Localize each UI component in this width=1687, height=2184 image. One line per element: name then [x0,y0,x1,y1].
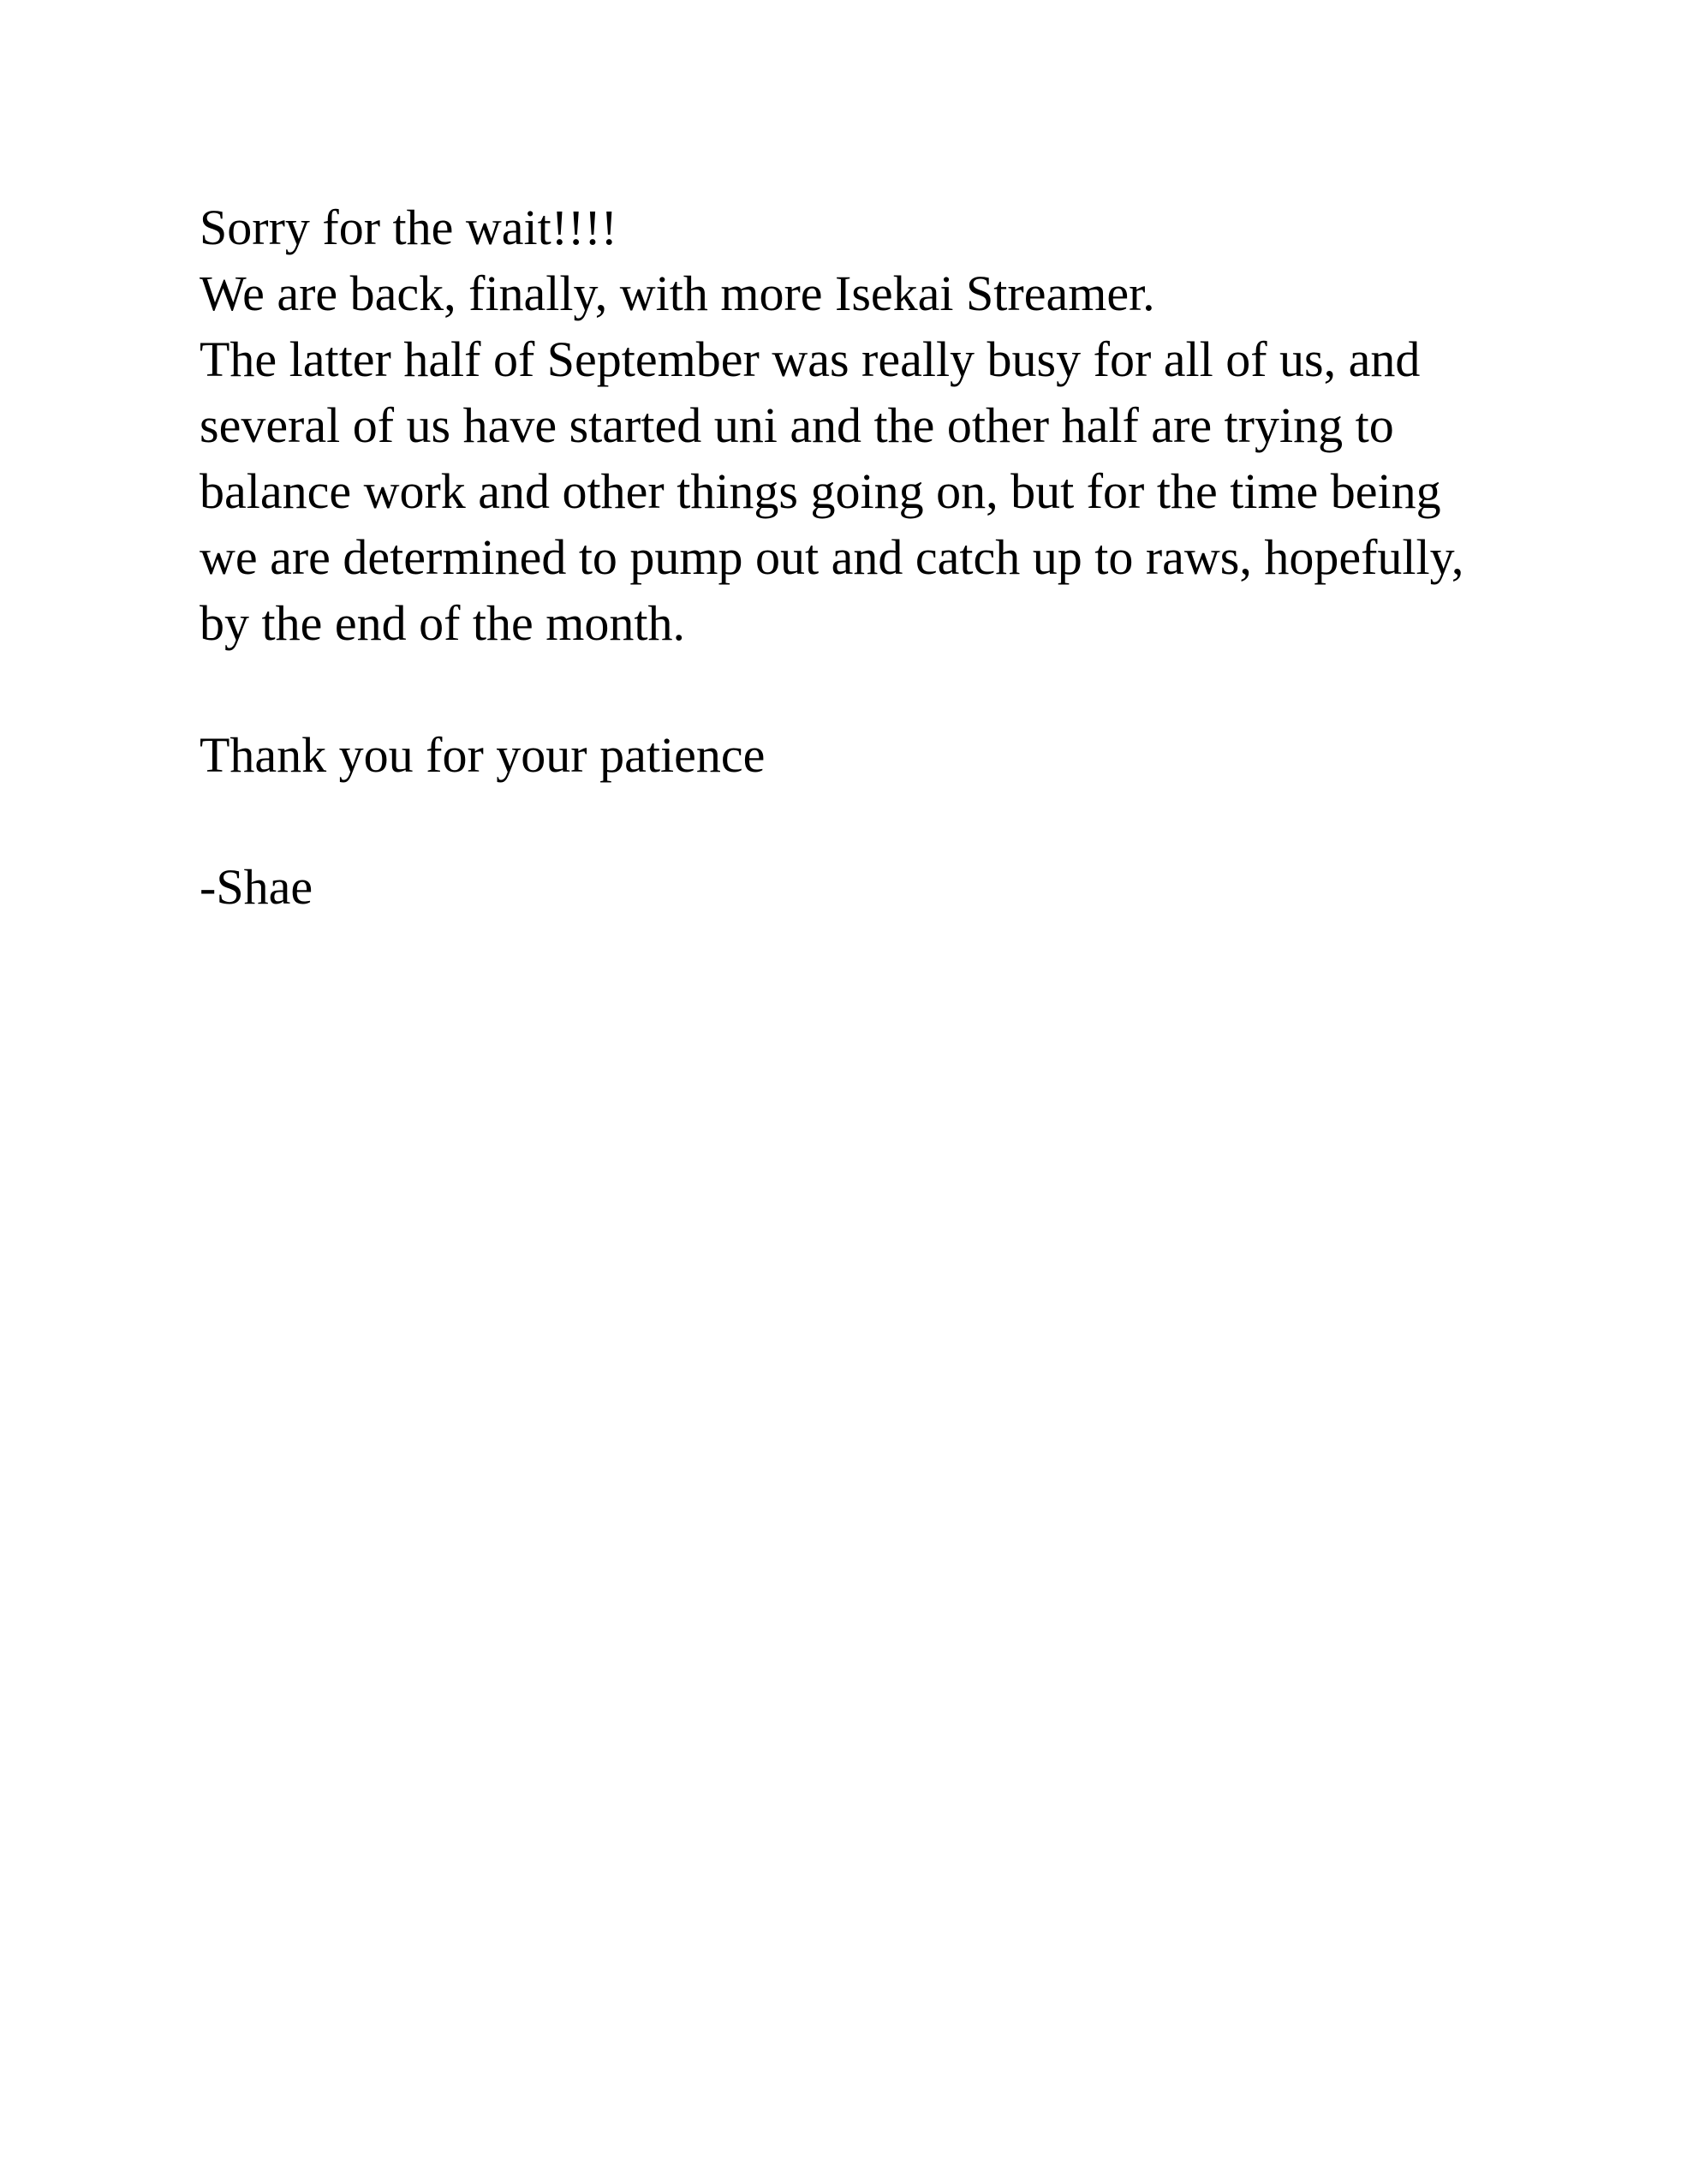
text-line-body-2: several of us have started uni and the other half are trying to [200,397,1394,453]
text-line-thanks: Thank you for your patience [200,727,766,783]
text-line-body-3: balance work and other things going on, but for the time being [200,463,1441,519]
text-line-back-announcement: We are back, finally, with more Isekai Streamer. [200,266,1155,321]
text-line-blank-2 [200,788,1535,854]
text-line-apology: Sorry for the wait!!!! [200,200,617,255]
text-line-body-5: by the end of the month. [200,595,686,651]
text-line-body-4: we are determined to pump out and catch up to raws, hopefully, [200,529,1464,585]
text-line-body-1: The latter half of September was really busy for all of us, and [200,331,1421,387]
text-line-blank-1 [200,656,1535,722]
text-line-signature: -Shae [200,859,313,915]
note-text-block [200,194,1535,920]
